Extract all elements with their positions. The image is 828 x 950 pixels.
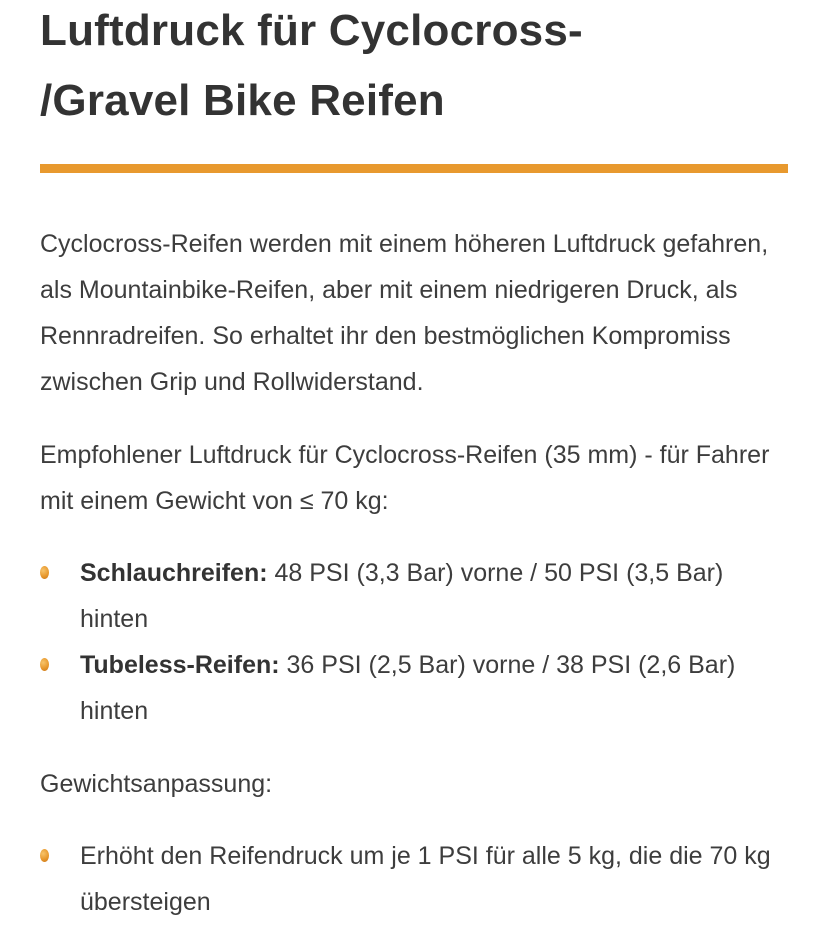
list-item (40, 550, 788, 642)
weight-adjustment-list (40, 833, 788, 925)
tire-pressure-list (40, 550, 788, 734)
bullet-icon (40, 658, 49, 671)
tire-type-label: Tubeless-Reifen: (80, 651, 280, 679)
tire-type-label: Schlauchreifen: (80, 559, 268, 587)
adjustment-text: Erhöht den Reifendruck um je 1 PSI für alle 5 kg, die die 70 kg übersteigen (80, 842, 771, 916)
bullet-icon (40, 849, 49, 862)
list-item (40, 833, 788, 925)
title-underline-divider (40, 164, 788, 173)
list-item (40, 642, 788, 734)
intro-paragraph: Cyclocross-Reifen werden mit einem höheren Luftdruck gefahren, als Mountainbike-Reifen, aber mit einem niedrigeren Druck, als Rennradreifen. So erhaltet ihr den bestmöglichen Kompromiss zwischen Grip und Rollwiderstand. (40, 230, 769, 396)
recommendation-paragraph: Empfohlener Luftdruck für Cyclocross-Reifen (35 mm) - für Fahrer mit einem Gewicht von ≤ 70 kg: (40, 441, 770, 515)
page-title-line-1: Luftdruck für Cyclocross- (40, 6, 583, 55)
page-title (40, 0, 788, 136)
weight-adjustment-heading: Gewichtsanpassung: (40, 770, 273, 798)
tire-pressure-value: 36 PSI (2,5 Bar) vorne / 38 PSI (2,6 Bar) hinten (80, 651, 736, 725)
bullet-icon (40, 566, 49, 579)
tire-pressure-value: 48 PSI (3,3 Bar) vorne / 50 PSI (3,5 Bar) hinten (80, 559, 724, 633)
page-title-line-2: /Gravel Bike Reifen (40, 76, 445, 125)
